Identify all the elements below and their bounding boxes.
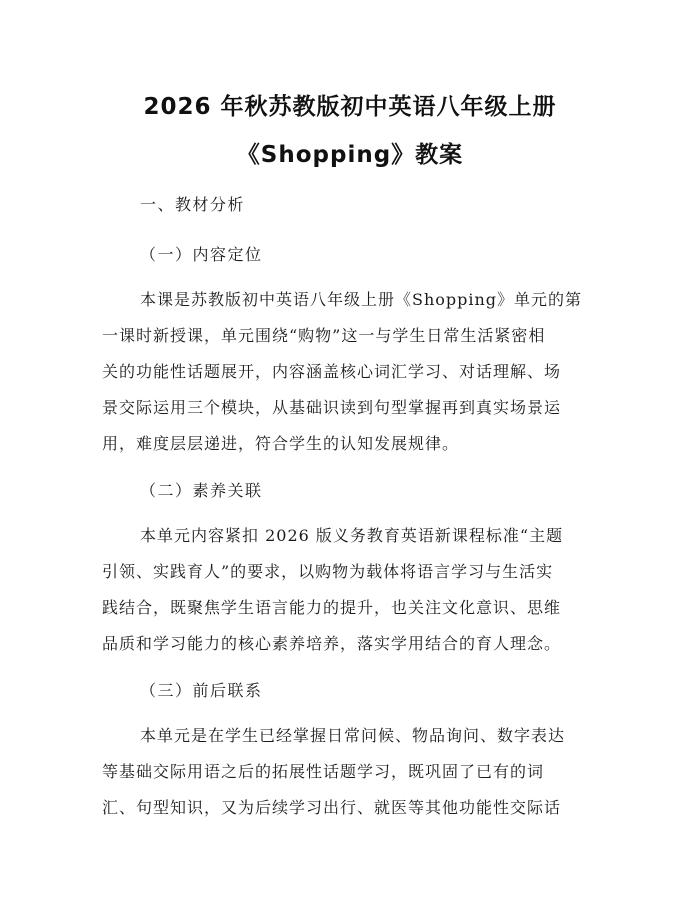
paragraph-line: 景交际运用三个模块，从基础识读到句型掌握再到真实场景运 bbox=[102, 398, 562, 417]
document-title-line-2: 《Shopping》教案 bbox=[236, 142, 464, 168]
sub-heading-connections: （三）前后联系 bbox=[140, 681, 263, 700]
paragraph-content-positioning bbox=[102, 282, 598, 462]
paragraph-line: 用，难度层层递进，符合学生的认知发展规律。 bbox=[102, 434, 460, 453]
section-heading-textbook-analysis: 一、教材分析 bbox=[140, 195, 246, 214]
paragraph-line: 等基础交际用语之后的拓展性话题学习，既巩固了已有的词 bbox=[102, 762, 545, 781]
paragraph-line: 本单元是在学生已经掌握日常问候、物品询问、数字表达 bbox=[140, 726, 566, 745]
paragraph-connections bbox=[102, 718, 598, 826]
paragraph-line: 本课是苏教版初中英语八年级上册《Shopping》单元的第 bbox=[140, 290, 583, 309]
paragraph-line: 引领、实践育人”的要求，以购物为载体将语言学习与生活实 bbox=[102, 562, 554, 581]
paragraph-line: 践结合，既聚焦学生语言能力的提升，也关注文化意识、思维 bbox=[102, 598, 562, 617]
document-title-line-1: 2026 年秋苏教版初中英语八年级上册 bbox=[143, 94, 557, 120]
sub-heading-literacy-connection: （二）素养关联 bbox=[140, 481, 263, 500]
paragraph-line: 本单元内容紧扣 2026 版义务教育英语新课程标准“主题 bbox=[140, 526, 564, 545]
sub-heading-content-positioning: （一）内容定位 bbox=[140, 245, 263, 264]
paragraph-line: 品质和学习能力的核心素养培养，落实学用结合的育人理念。 bbox=[102, 634, 562, 653]
paragraph-line: 关的功能性话题展开，内容涵盖核心词汇学习、对话理解、场 bbox=[102, 362, 562, 381]
paragraph-line: 一课时新授课，单元围绕“购物”这一与学生日常生活紧密相 bbox=[102, 326, 546, 345]
paragraph-line: 汇、句型知识，又为后续学习出行、就医等其他功能性交际话 bbox=[102, 798, 562, 817]
paragraph-literacy-connection bbox=[102, 518, 598, 662]
